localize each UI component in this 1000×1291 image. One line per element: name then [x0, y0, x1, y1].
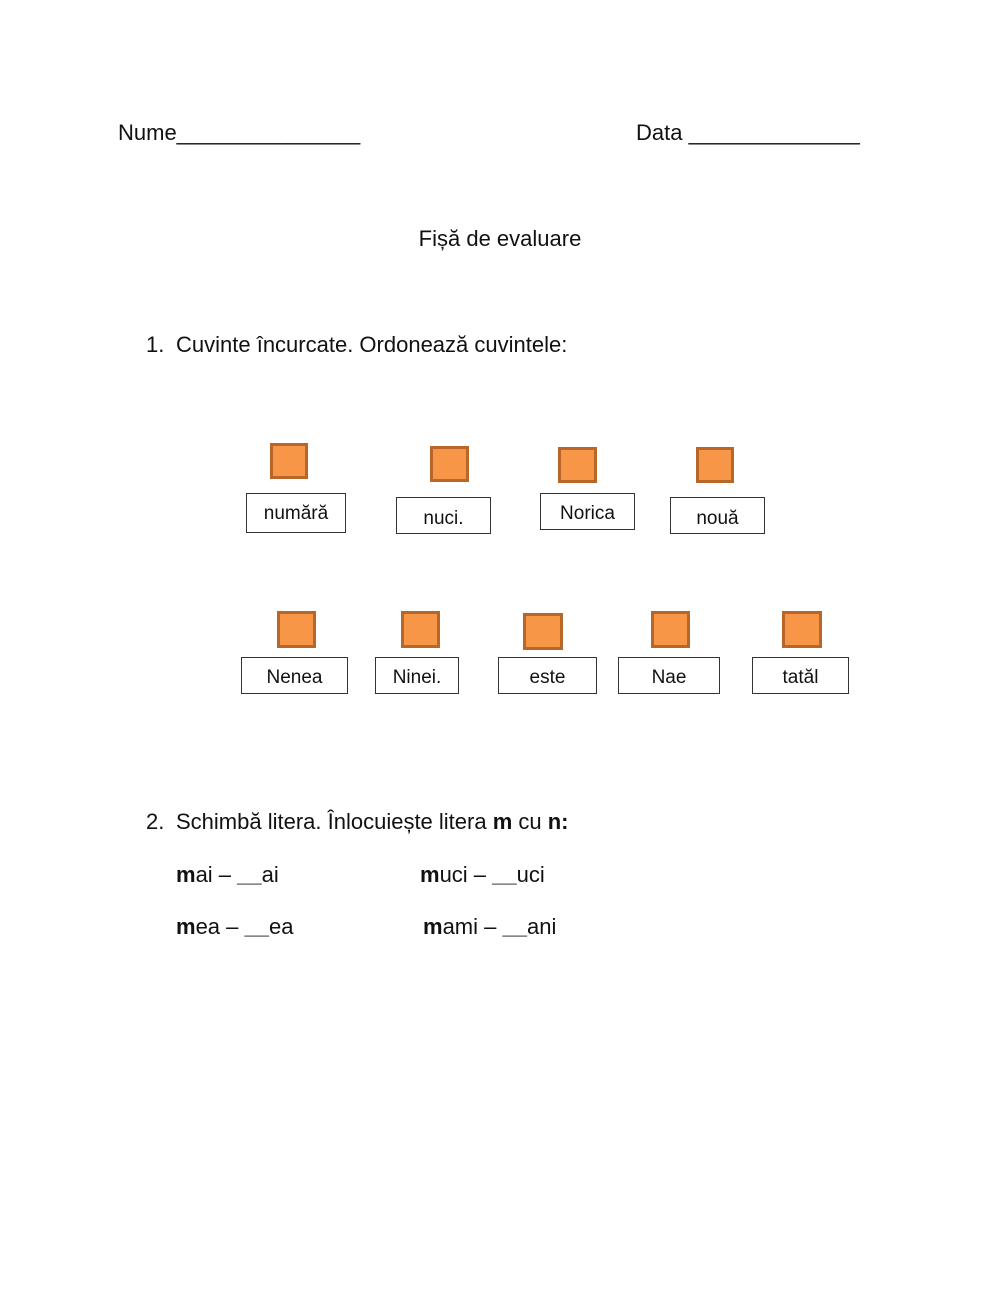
order-box-row2-3[interactable]: [523, 613, 563, 650]
word-card-row1-3[interactable]: Norica: [540, 493, 635, 530]
word-rest: ai –: [195, 862, 238, 887]
answer-rest: ea: [268, 914, 294, 939]
exercise-2-number: 2.: [146, 809, 165, 834]
order-box-row1-1[interactable]: [270, 443, 308, 479]
word-pair-2: [420, 862, 545, 888]
order-box-row2-4[interactable]: [651, 611, 690, 648]
word-card-row2-5[interactable]: tatăl: [752, 657, 849, 694]
word-card-row1-2[interactable]: nuci.: [396, 497, 491, 534]
instruction-connector: cu: [512, 809, 548, 834]
answer-blank[interactable]: __: [492, 862, 517, 887]
answer-blank[interactable]: __: [502, 914, 527, 939]
word-card-row2-3[interactable]: este: [498, 657, 597, 694]
exercise-1-number: 1.: [146, 332, 165, 357]
word-pair-3: [176, 914, 293, 940]
word-card-row2-4[interactable]: Nae: [618, 657, 720, 694]
bold-letter: m: [423, 914, 443, 939]
answer-rest: ani: [526, 914, 557, 939]
order-box-row1-3[interactable]: [558, 447, 597, 483]
order-box-row1-2[interactable]: [430, 446, 469, 482]
instruction-text: Schimbă litera. Înlocuiește litera: [176, 809, 493, 834]
word-rest: ami –: [442, 914, 503, 939]
name-field-label: Nume_______________: [118, 120, 361, 145]
order-box-row1-4[interactable]: [696, 447, 734, 483]
word-pair-4: [423, 914, 556, 940]
word-card-row1-1[interactable]: numără: [246, 493, 346, 533]
letter-from: m: [492, 809, 513, 834]
page-title: Fișă de evaluare: [418, 226, 582, 251]
word-rest: uci –: [439, 862, 493, 887]
answer-blank[interactable]: __: [244, 914, 269, 939]
order-box-row2-5[interactable]: [782, 611, 822, 648]
answer-rest: uci: [516, 862, 545, 887]
order-box-row2-1[interactable]: [277, 611, 316, 648]
bold-letter: m: [176, 914, 196, 939]
exercise-2-instruction: [176, 809, 569, 835]
letter-to: n:: [547, 809, 569, 834]
answer-blank[interactable]: __: [237, 862, 262, 887]
order-box-row2-2[interactable]: [401, 611, 440, 648]
word-rest: ea –: [195, 914, 245, 939]
word-card-row1-4[interactable]: nouă: [670, 497, 765, 534]
word-pair-1: [176, 862, 279, 888]
word-card-row2-2[interactable]: Ninei.: [375, 657, 459, 694]
date-field-label: Data ______________: [636, 120, 860, 145]
answer-rest: ai: [261, 862, 279, 887]
bold-letter: m: [420, 862, 440, 887]
word-card-row2-1[interactable]: Nenea: [241, 657, 348, 694]
exercise-1-instruction: Cuvinte încurcate. Ordonează cuvintele:: [176, 332, 568, 357]
bold-letter: m: [176, 862, 196, 887]
